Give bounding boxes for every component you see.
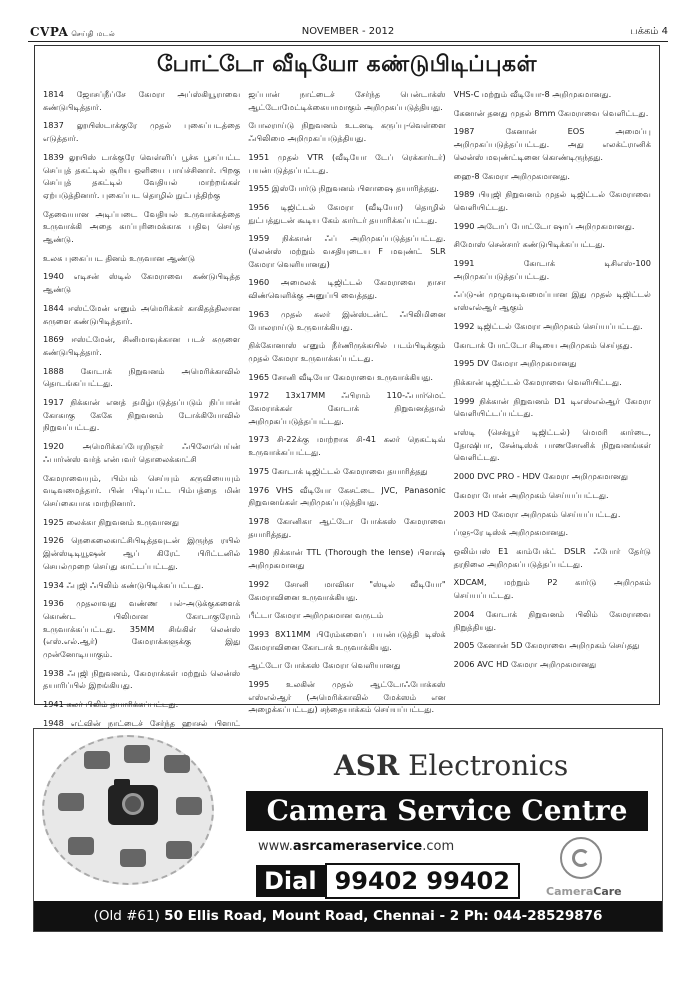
ad-banner: Camera Service Centre [246, 791, 648, 831]
timeline-entry: 1989 பியுஜி நிறுவனம் முதல் டிஜிட்டல் கேமராவை வெளியிட்டது. [453, 189, 651, 212]
article-column-3 [454, 88, 651, 700]
timeline-entry: 1993 8X11MM பிரேம்களைப் பயன்படுத்தி டிஸ்க் கேமராவினை கோடாக் உருவாக்கியது. [248, 628, 446, 652]
timeline-entry: 1837 லூயிஸ்டாக்குரே முதல் புகைப்படத்தை எடுத்தார். [43, 120, 241, 144]
timeline-entry: 1991 கோடாக் டிசிஎஸ்-100 அறிமுகப்படுத்தப்பட்டது. [453, 258, 651, 281]
timeline-entry: 1973 சி-22க்கு மாற்றாக சி-41 கலர் நெகட்டிவ் உருவாக்கப்பட்டது. [248, 434, 446, 458]
dial-number: 99402 99402 [325, 863, 520, 899]
timeline-entry: 1839 லூயிஸ் டாக்குரே வெள்ளிப் பூச்சு பூசப்பட்ட செப்புத் தகட்டில் சூரிய ஒளியை பாய்ச்சினார். பிறகு செப்புத் தகட்டில் வேதியல் மாற்றங்கள் ஏற்படுத்தினார். புகைப்பட தொழில் நுட்பத்திற்கு [43, 151, 241, 200]
ad-address: (Old #61) 50 Ellis Road, Mount Road, Chennai - 2 Ph: 044-28529876 [34, 901, 662, 931]
timeline-entry: 1920 அமெரிக்கப்பேரறிஞர் ஃபிலோபெய்ன் ஃபார்ன்ஸ் வர்த் என்பவர் தொலைக்காட்சி [43, 441, 241, 464]
ad-brand: ASR Electronics [334, 749, 569, 782]
dslr-camera-icon [108, 785, 158, 825]
timeline-entry: 2005 கேனான் 5D கேமராவை அறிமுகம் செய்தது [453, 640, 640, 651]
camera-thumb-icon [68, 837, 94, 855]
camera-collage [42, 735, 214, 885]
timeline-entry: 1995 DV கேமரா அறிமுகமானது [453, 358, 577, 369]
article-column-2 [248, 88, 446, 715]
timeline-entry: 1948 எட்வின் நாட்டைச் சேர்ந்த ஹாசல் பிளாட் [43, 717, 241, 728]
timeline-entry: 2006 AVC HD கேமரா அறிமுகமானது [453, 658, 597, 669]
page-header [28, 25, 668, 41]
timeline-entry: 1941 கலர் பிலிம் தயாரிக்கப்பட்டது. [43, 699, 179, 710]
camera-thumb-icon [176, 797, 202, 815]
brand-subtitle: செய்தி மடல் [71, 30, 116, 38]
timeline-entry: 1965 சோனி வீடியோ கேமராவை உருவாக்கியது. [248, 371, 433, 382]
timeline-entry: தேவையான அடிப்படை வேதியல் உருவாக்கத்தை உருவாக்கி அதை காப்புரிமைக்காக பதிவு செய்த ஆண்டு. [43, 208, 241, 245]
timeline-entry: 1960 அமைலக் டிஜிட்டல் கேமராவை நாசா விண்வெளிக்கு அனுப்பி வைத்தது. [248, 277, 446, 301]
timeline-entry: 2003 HD கேமரா அறிமுகம் செய்யப்பட்டது. [453, 508, 621, 519]
timeline-entry: 1936 முதலாவது வண்ண பல்-அடுக்குகளைக் கொண்ட பிலிமான கோடாகுரோம் உருவாக்கப்பட்டது. 35MM சிங்கிள் லென்ஸ் (எஸ்.எல்.ஆர்) கேமராக்களுக்கு இது முன்னோடியாகும். [43, 598, 241, 660]
timeline-entry: 1959 நிக்கான் ஃப் அறிமுகப்படுத்தப்பட்டது. (லென்ஸ் மற்றும் வசதியுடைய F மவுண்ட் SLR கேமரா வெளியானது) [248, 233, 446, 269]
timeline-entry: 1888 கோடாக் நிறுவனம் அமெரிக்காவில் தொடங்கப்பட்டது. [43, 365, 241, 389]
brand-name: CVPA [30, 25, 69, 39]
timeline-entry: ப்ளு-ரே டிஸ்க் அறிமுகமானது. [453, 527, 569, 538]
camera-thumb-icon [120, 849, 146, 867]
timeline-entry: கேமரா போன் அறிமுகம் செய்யப்பட்டது. [453, 489, 609, 500]
camera-thumb-icon [84, 751, 110, 769]
timeline-entry: 1869 ஈஸ்ட்மேன், சினிமாவுக்கான படச் சுருளை கண்டுபிடித்தார். [43, 334, 241, 357]
timeline-entry: நிக்கோனாஸ் எனும் நீர்ணிருக்கயில் படம்பிடிக்கும் முதல் கேமரா உருவாக்கப்பட்டது. [248, 340, 446, 363]
timeline-entry: ஜப்பான் நாட்டைச் சேர்ந்த பென்டாக்ஸ் ஆட்டோமேட்டிக்கையாமாகும் அறிமுகப்படுத்தியது. [248, 89, 446, 112]
dial-label: Dial [256, 865, 325, 897]
timeline-entry: 1995 உலகின் முதல் ஆட்டோஃபோக்கஸ் எஸ்எல்ஆர் (அமெரிக்காவில் மேக்ஸம் என அழைக்கப்பட்டது) சந்தையாக்கம் செய்யப்பட்டது. [248, 679, 446, 715]
timeline-entry: 1934 ஃபுஜி ஃபிலிம் கண்டுபிடிக்கப்பட்டது. [43, 579, 204, 590]
timeline-entry: ஃப்டு-ன் முழுவடிவமைப்பான இது முதல் டிஜிட்டல் எஸ்எல்ஆர் ஆகும் [453, 289, 651, 313]
timeline-entry: சிமோஸ் சென்சார் கண்டுபிடிக்கப்பட்டது. [453, 239, 606, 250]
article-column-1 [43, 88, 241, 728]
timeline-entry: கோடாக் போட்டோ சிடியை அறிமுகம் செய்தது. [453, 339, 633, 350]
article-columns [43, 88, 651, 728]
ad-website: www.asrcameraservice.com [258, 839, 455, 854]
timeline-entry: 1938 ஃபுஜி நிறுவனம், கேமராக்கள் மற்றும் லென்ஸ் தயாரிப்பில் இறங்கியது. [43, 667, 241, 691]
timeline-entry: 1940 எடிசன் ஸ்டில் கேமராவை கண்டுபிடித்த ஆண்டு [43, 271, 241, 295]
camera-care-logo-icon [560, 837, 602, 879]
timeline-entry: 1844 ஈஸ்ட்மேன் எனும் அமெரிக்கர் காகிதத்திலான சுருளை கண்டுபிடித்தார். [43, 302, 241, 326]
timeline-entry: 1917 நிக்கான் எனத் தமிழ்படுத்தப்படும் நிப்பான் கோகாகு கேகே நிறுவனம் டோக்கியோவில் நிறுவப்பட்டது. [43, 397, 241, 433]
camera-thumb-icon [124, 745, 150, 763]
timeline-entry: 1980 நிக்கான் TTL (Thorough the lense) பிளாஷ் அறிமுகமானது [248, 547, 446, 571]
header-rule [28, 41, 668, 42]
camera-care-logo-text: CameraCare [546, 885, 622, 898]
timeline-entry: 1925 லைக்கா நிறுவனம் உருவானது [43, 516, 180, 527]
article-title: போட்டோ வீடியோ கண்டுபிடிப்புகள் [157, 52, 537, 77]
timeline-entry: 1951 முதல் VTR (வீடியோ டேப் ரெக்கார்டர்) பயன்படுத்தப்பட்டது. [248, 151, 446, 175]
timeline-entry: ஒலிம்பஸ் E1 காம்பேக்ட் DSLR ஃபோர் தேர்டு தரநிலை அறிமுகப்படுத்தப்பட்டது. [453, 545, 651, 569]
timeline-entry: 1987 கேனான் EOS அமைப்பு அறிமுகப்படுத்தப்பட்டது. அது எலக்ட்ரானிக் லென்ஸ் மவுண்ட்டினை கொண்டிருந்தது. [453, 126, 651, 162]
camera-thumb-icon [164, 755, 190, 773]
timeline-entry: 1963 முதல் கலர் இன்ஸ்டன்ட் ஃபிலிமினை போலராய்டு உருவாக்கியது. [248, 308, 446, 332]
issue-date: NOVEMBER - 2012 [301, 26, 395, 37]
timeline-entry: ஆட்டோ போக்கஸ் கேமரா வெளியானது [248, 660, 401, 671]
camera-thumb-icon [166, 841, 192, 859]
timeline-entry: 1814 ஜோசப்நீப்சே கேமரா அப்ஸ்கியூராவை கண்டுபிடித்தார். [43, 89, 241, 112]
timeline-entry: 1975 கோடாக் டிஜிட்டல் கேமராவை தயாரித்தது [248, 465, 428, 476]
timeline-entry: எஸ்டி (செக்யூர் டிஜிட்டல்) மெமரி கார்டை, தோஷிபா, சேன்டிஸ்க் பாணசோனிக் நிறுவனங்கள் வெளிட்டது. [453, 427, 651, 463]
timeline-entry: பீட்டா கேமரா அறிமுகமான வருடம் [248, 610, 384, 621]
timeline-entry: 1990 அடோப் போட்டோ ஷாப் அறிமுகமானது. [453, 220, 635, 231]
timeline-entry: 1956 டிஜிட்டல் கேமரா (வீடியோ) தொழில் நுட்பத்துடன் கூடிய கேம் கார்டர் தயாரிக்கப்பட்டது. [248, 201, 446, 225]
camera-thumb-icon [58, 793, 84, 811]
timeline-entry: XDCAM, மற்றும் P2 கார்டு அறிமுகம் செய்யப்பட்டது. [453, 577, 651, 601]
timeline-entry: போலராய்டு நிறுவனம் உடனடி கருப்பு-வெள்ளை ஃபிலிமை அறிமுகப்படுத்தியது. [248, 120, 446, 144]
timeline-entry: உலக புகைப்பட தினம் உருவான ஆண்டு [43, 252, 196, 263]
timeline-entry: 1999 நிக்கான் நிறுவனம் D1 டிஎஸ்எல்ஆர் கேமரா வெளியிட்டப்பட்டது. [453, 395, 651, 419]
article-box [34, 45, 660, 728]
timeline-entry: கேமராவையும், பிம்பம் செய்யும் கருவியையும் வடிவமைத்தார். பின் பிடிப்பட்ட பிம்பத்தை மின் செய்கையாக மாற்றினார். [43, 472, 241, 508]
timeline-entry: 1955 இஸ்போர்டு நிறுவனம் பிளாஷை தயாரித்தது. [248, 183, 440, 194]
timeline-entry: 2004 கோடாக் நிறுவனம் பிலிம் கேமராவை நிறுத்தியது. [453, 608, 651, 632]
timeline-entry: 1978 கோனிகா ஆட்டோ போக்கஸ் கேமராவை தயாரித்தது. [248, 515, 446, 539]
timeline-entry: 1992 சோனி மாவிகா "ஸ்டில் வீடியோ" கேமராவினை உருவாக்கியது. [248, 578, 446, 602]
timeline-entry: 1972 13x17MM ஃபிராம் 110-ஃபார்மெட் கேமராக்கள் கோடாக் நிறுவனத்தால் அறிமுகப்படுத்தப்பட்டது. [248, 390, 446, 426]
timeline-entry: 1926 நெகைலைகாட்சிபிடித்தவுடன் இருந்த ரயில் இன்ஸ்டிடியூஷன் ஆப் கிரேட் பிரிட்டனில் செயல்முறை செய்து காட்டப்பட்டது. [43, 535, 241, 571]
timeline-entry: கேனான் தனது முதல் 8mm கேமராவை வெளிட்டது. [453, 107, 649, 118]
page-number: பக்கம் 4 [630, 26, 668, 37]
timeline-entry: VHS-C மற்றும் வீடியோ-8 அறிமுகமானது. [453, 89, 612, 99]
advertisement [33, 728, 663, 932]
ad-phone [256, 863, 520, 899]
timeline-entry: 1976 VHS வீடியோ கேசட்டை JVC, Panasonic நிறுவனங்கள் அறிமுகப்படுத்தியது. [248, 484, 446, 508]
timeline-entry: ஹை-8 கேமரா அறிமுகமானது. [453, 170, 570, 181]
timeline-entry: நிக்கான் டிஜிட்டல் கேமராவை வெளியிட்டது. [453, 376, 622, 387]
timeline-entry: 1992 டிஜிட்டல் கேமரா அறிமுகம் செய்யப்பட்டது. [453, 320, 643, 331]
timeline-entry: 2000 DVC PRO - HDV கேமரா அறிமுகமானது [453, 471, 629, 482]
